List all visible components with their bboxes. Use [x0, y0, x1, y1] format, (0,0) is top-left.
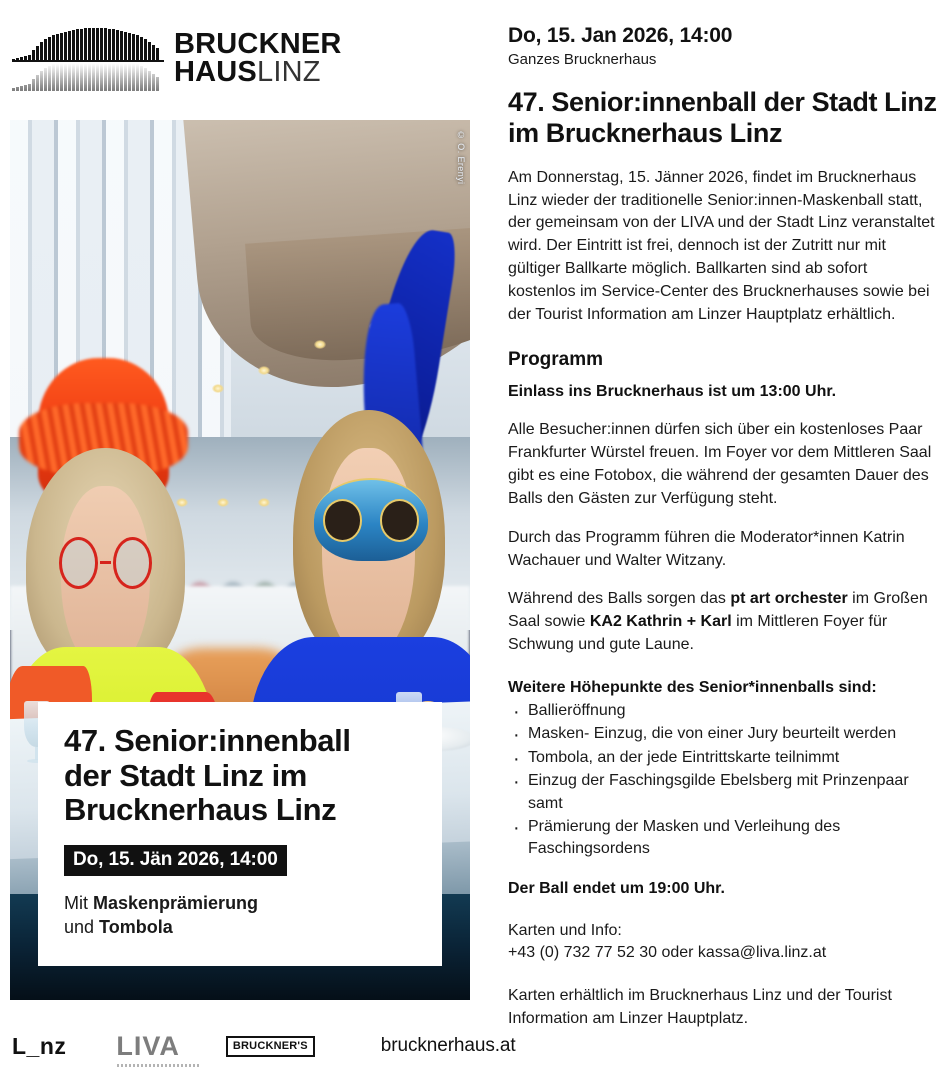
logo-bar	[148, 42, 151, 62]
logo-bar	[132, 34, 135, 62]
logo-bar	[84, 57, 87, 91]
logo-bar	[92, 28, 95, 62]
logo-bar	[140, 66, 143, 91]
logo-bar	[120, 60, 123, 91]
logo-bar	[144, 68, 147, 91]
poster-caption-card	[38, 702, 442, 966]
logo-bar	[96, 57, 99, 91]
music-part-1: Während des Balls sorgen das	[508, 590, 731, 608]
poster-subtitle	[64, 892, 416, 940]
einlass-note: Einlass ins Brucknerhaus ist um 13:00 Uhr.	[508, 382, 837, 400]
music-part-3: im Mittleren Foyer für Schwung und gute Laune.	[508, 613, 888, 654]
logo-bar	[140, 37, 143, 62]
poster-sub-prefix: Mit	[64, 893, 93, 914]
logo-bar	[64, 61, 67, 91]
logo-bar	[80, 29, 83, 62]
music-band-name: KA2 Kathrin + Karl	[589, 613, 732, 631]
event-title: 47. Senior:innenball der Stadt Linz im Brucknerhaus Linz	[508, 87, 937, 149]
poster-sub-bold-2: Tombola	[99, 916, 173, 937]
ball-end-note: Der Ball endet um 19:00 Uhr.	[508, 879, 725, 897]
logo-bar	[52, 35, 55, 62]
logo-bar	[104, 57, 107, 91]
logo-bar	[108, 58, 111, 91]
logo-bar	[144, 39, 147, 62]
music-orchestra-name: pt art orchester	[730, 590, 848, 608]
logo-bar	[96, 28, 99, 62]
logo-bar	[12, 88, 15, 91]
carnival-mask-icon	[314, 478, 428, 561]
event-intro-paragraph: Am Donnerstag, 15. Jänner 2026, findet im Brucknerhaus Linz wieder der traditionelle Senior:innen-Maskenball statt, der gemeinsam von der LIVA und der Stadt Linz veranstaltet wird. Der Eintritt ist frei, dennoch ist der Zutritt nur mit gültiger Ballkarte möglich. Ballkarten sind ab sofort kostenlos im Service-Center des Brucknerhauses sowie bei der Tourist Information am Linzer Hauptplatz erhältlich.	[508, 168, 935, 323]
poster-date-badge: Do, 15. Jän 2026, 14:00	[64, 845, 287, 876]
logo-bar	[20, 86, 23, 91]
logo-bar	[32, 79, 35, 91]
logo-bar	[48, 66, 51, 91]
logo-bar	[88, 57, 91, 91]
logo-bar	[60, 33, 63, 62]
liva-logo[interactable]	[116, 1031, 180, 1062]
logo-bar	[52, 64, 55, 91]
logo-bar	[100, 57, 103, 91]
logo-line-hauslinz	[174, 56, 342, 89]
logo-bar	[44, 68, 47, 91]
logo-bar	[108, 29, 111, 62]
logo-bar	[128, 62, 131, 91]
logo-bar	[112, 58, 115, 91]
logo-line-bruckner: BRUCKNER	[174, 28, 342, 60]
tickets-heading: Karten und Info:	[508, 921, 622, 939]
logo-bar	[116, 30, 119, 62]
logo-haus: HAUS	[174, 56, 257, 89]
logo-bar	[36, 75, 39, 91]
logo-bar	[24, 85, 27, 91]
highlight-item: · Einzug der Faschingsgilde Ebelsberg mit Prinzenpaar samt	[508, 770, 938, 815]
event-venue: Ganzes Brucknerhaus	[508, 51, 657, 68]
highlight-item: · Masken- Einzug, die von einer Jury beurteilt werden	[508, 723, 938, 745]
logo-bar	[152, 74, 155, 91]
poster-title-line-1: 47. Senior:innenball	[64, 723, 351, 758]
liva-wordmark: LIVA	[116, 1030, 180, 1061]
logo-bar	[124, 32, 127, 62]
logo-bar	[132, 63, 135, 91]
logo-bar	[48, 37, 51, 62]
liva-microtext	[117, 1064, 199, 1067]
logo-bar	[68, 31, 71, 62]
poster-sub-middle: und	[64, 916, 100, 937]
poster-sub-bold-1: Maskenprämierung	[93, 893, 259, 914]
bruckners-logo[interactable]: BRUCKNER'S	[226, 1036, 315, 1057]
logo-bar	[136, 64, 139, 91]
highlight-item: · Ballieröffnung	[508, 700, 938, 722]
music-paragraph	[508, 588, 938, 657]
logo-bar	[72, 30, 75, 62]
tickets-contact[interactable]: +43 (0) 732 77 52 30 oder kassa@liva.linz.at	[508, 944, 827, 962]
programm-heading: Programm	[508, 348, 604, 370]
tickets-info	[508, 920, 938, 965]
logo-bar	[76, 58, 79, 91]
logo-bar	[120, 31, 123, 62]
photo-credit: © O. Erenyi	[456, 130, 466, 185]
highlight-item: · Prämierung der Masken und Verleihung des Faschingsordens	[508, 816, 938, 861]
logo-bar	[64, 32, 67, 62]
logo-bar	[116, 59, 119, 91]
poster-title	[64, 724, 416, 828]
event-details-column	[508, 24, 938, 1031]
logo-bar	[76, 29, 79, 62]
logo-wordmark	[174, 28, 342, 89]
poster-title-line-2: der Stadt Linz im	[64, 757, 307, 793]
logo-bars-reflection	[12, 63, 164, 91]
logo-baseline	[12, 60, 164, 62]
logo-bar	[80, 58, 83, 91]
logo-bar	[56, 34, 59, 62]
logo-bar	[40, 42, 43, 62]
logo-bars	[12, 28, 164, 62]
logo-bar	[136, 35, 139, 62]
logo-bar	[92, 57, 95, 91]
brucknerhaus-logo[interactable]	[12, 28, 342, 100]
highlights-heading: Weitere Höhepunkte des Senior*innenballs sind:	[508, 679, 877, 697]
highlight-item: · Tombola, an der jede Eintrittskarte teilnimmt	[508, 747, 938, 769]
equalizer-arch-icon	[12, 28, 164, 94]
logo-bar	[104, 28, 107, 62]
moderation-paragraph: Durch das Programm führen die Moderator*innen Katrin Wachauer und Walter Witzany.	[508, 528, 905, 569]
tickets-locations: Karten erhältlich im Brucknerhaus Linz und der Tourist Information am Linzer Hauptplatz.	[508, 987, 892, 1027]
logo-bar	[156, 77, 159, 91]
logo-bar	[84, 28, 87, 62]
red-glasses-icon	[59, 537, 152, 588]
website-url[interactable]: brucknerhaus.at	[380, 1035, 516, 1056]
logo-bar	[88, 28, 91, 62]
wuerstel-paragraph: Alle Besucher:innen dürfen sich über ein kostenloses Paar Frankfurter Würstel freuen. Im Foyer vor dem Mittleren Saal gibt es eine Fotobox, die während der gesamten Dauer des Balls den Gästen zur Verfügung steht.	[508, 421, 932, 507]
logo-bar	[56, 63, 59, 91]
event-date: Do, 15. Jan 2026, 14:00	[508, 24, 733, 47]
logo-bar	[72, 59, 75, 91]
logo-bar	[16, 87, 19, 91]
logo-bar	[60, 62, 63, 91]
footer-logos	[12, 1028, 516, 1064]
logo-bar	[112, 29, 115, 62]
highlights-list	[508, 700, 938, 861]
logo-bar	[28, 84, 31, 91]
logo-bar	[68, 60, 71, 91]
poster-title-line-3: Brucknerhaus Linz	[64, 792, 337, 828]
logo-bar	[40, 71, 43, 91]
logo-bar	[148, 71, 151, 91]
logo-bar	[100, 28, 103, 62]
logo-bar	[124, 61, 127, 91]
logo-bar	[44, 39, 47, 62]
logo-linz: LINZ	[256, 56, 321, 89]
logo-bar	[128, 33, 131, 62]
linz-logo[interactable]: L_nz	[12, 1032, 67, 1059]
music-part-2: im Großen Saal sowie	[508, 590, 928, 631]
